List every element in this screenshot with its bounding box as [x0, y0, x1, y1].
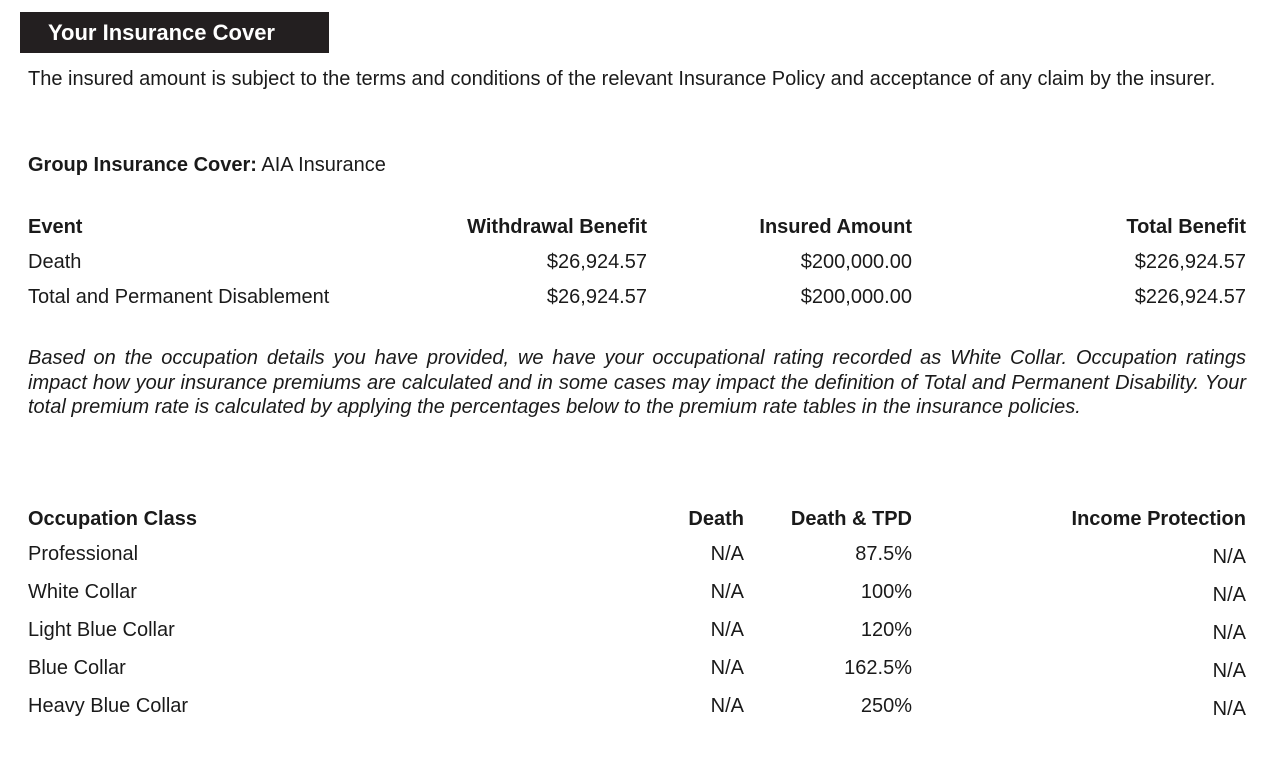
intro-text: The insured amount is subject to the terms and conditions of the relevant Insurance Policy and acceptance of any claim by the insurer. — [28, 68, 1216, 90]
table-row-insured: $200,000.00 — [800, 286, 912, 308]
table-row-death: N/A — [710, 619, 744, 641]
header-withdrawal-benefit: Withdrawal Benefit — [467, 216, 647, 238]
table-row-death-tpd: 100% — [860, 581, 912, 603]
table-row-death-tpd: 250% — [860, 695, 912, 717]
header-occupation-class: Occupation Class — [28, 508, 197, 530]
table-row-event: Total and Permanent Disablement — [28, 286, 330, 308]
table-row-class: White Collar — [28, 581, 137, 603]
table-row-income: N/A — [1212, 546, 1246, 568]
table-row-class: Blue Collar — [28, 657, 126, 679]
group-cover-label: Group Insurance Cover: — [28, 154, 257, 176]
header-death-tpd: Death & TPD — [790, 508, 912, 530]
table-row-income: N/A — [1212, 622, 1246, 644]
table-row-insured: $200,000.00 — [800, 251, 912, 273]
header-insured-amount: Insured Amount — [759, 216, 912, 238]
header-event: Event — [28, 216, 83, 238]
group-cover-value: AIA Insurance — [261, 154, 386, 176]
table-row-death-tpd: 120% — [860, 619, 912, 641]
page-title: Your Insurance Cover — [20, 12, 329, 53]
table-row-class: Light Blue Collar — [28, 619, 175, 641]
table-row-class: Professional — [28, 543, 139, 565]
table-row-income: N/A — [1212, 660, 1246, 682]
table-row-class: Heavy Blue Collar — [28, 695, 189, 717]
table-row-death: N/A — [710, 543, 744, 565]
table-row-death: N/A — [710, 657, 744, 679]
header-death: Death — [688, 508, 744, 530]
table-row-death: N/A — [710, 581, 744, 603]
table-row-withdrawal: $26,924.57 — [546, 251, 647, 273]
table-row-event: Death — [28, 251, 82, 273]
occupation-rating-note: Based on the occupation details you have provided, we have your occupational rating recorded as White Collar. Occupation ratings impact how your insurance premiums are calculated and in some cases may impact the definition of Total and Permanent Disability. Your total premium rate is calculated by applying the percentages below to the premium rate tables in the insurance policies. — [28, 347, 1246, 418]
header-total-benefit: Total Benefit — [1126, 216, 1246, 238]
table-row-death: N/A — [710, 695, 744, 717]
table-row-income: N/A — [1212, 584, 1246, 606]
table-row-death-tpd: 87.5% — [855, 543, 912, 565]
group-insurance-cover — [28, 153, 386, 177]
table-row-death-tpd: 162.5% — [844, 657, 912, 679]
header-income-protection: Income Protection — [1071, 508, 1246, 530]
table-row-withdrawal: $26,924.57 — [546, 286, 647, 308]
table-row-total: $226,924.57 — [1134, 286, 1246, 308]
table-row-income: N/A — [1212, 698, 1246, 720]
table-row-total: $226,924.57 — [1134, 251, 1246, 273]
